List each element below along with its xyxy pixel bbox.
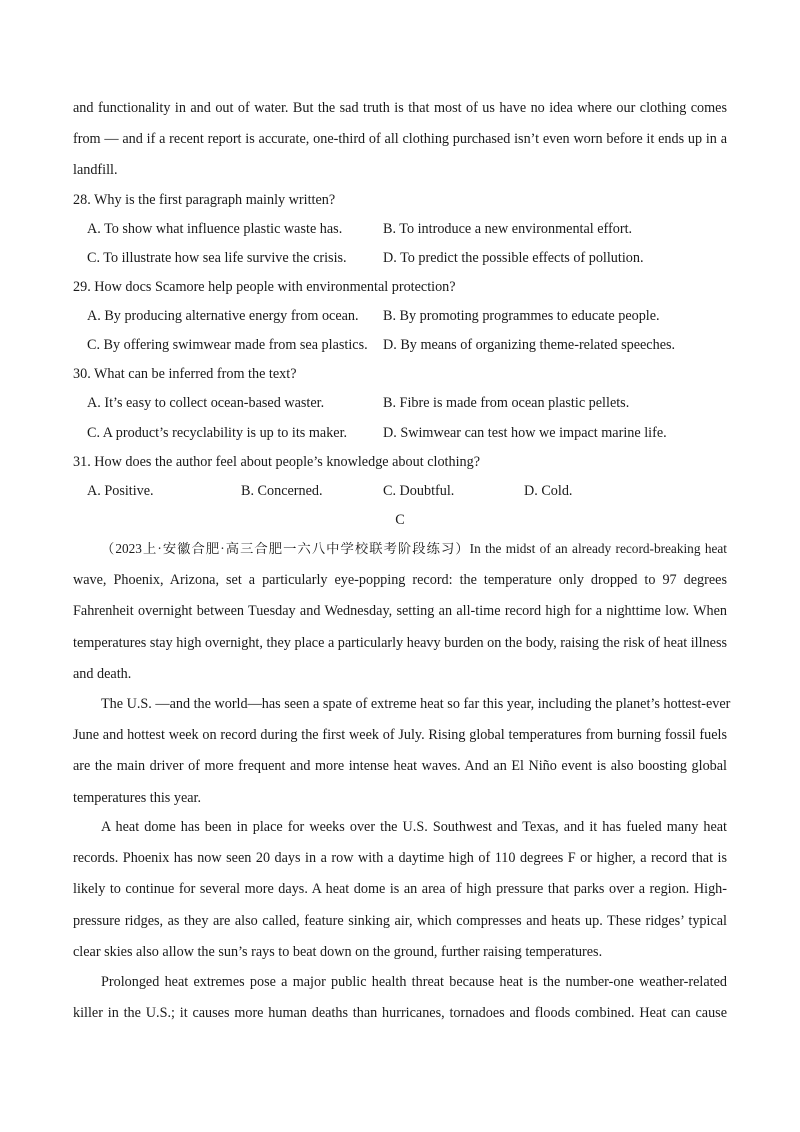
- paragraph-line: temperatures stay high overnight, they place a particularly heavy burden on the body, raising the risk of heat illness: [73, 635, 727, 651]
- paragraph-line: records. Phoenix has now seen 20 days in a row with a daytime high of 110 degrees F or higher, a record that is: [73, 850, 727, 866]
- option-b: B. Fibre is made from ocean plastic pellets.: [383, 395, 630, 411]
- question-stem: 29. How docs Scamore help people with environmental protection?: [73, 279, 456, 295]
- paragraph-line: likely to continue for several more days. A heat dome is an area of high pressure that parks over a region. High-: [73, 881, 727, 897]
- paragraph-line: and functionality in and out of water. But the sad truth is that most of us have no idea where our clothing comes: [73, 100, 727, 116]
- paragraph-line: （2023上·安徽合肥·高三合肥一六八中学校联考阶段练习）In the midst of an already record-breaking heat: [101, 541, 727, 556]
- option-c: C. To illustrate how sea life survive the crisis.: [87, 250, 347, 266]
- paragraph-line: killer in the U.S.; it causes more human deaths than hurricanes, tornadoes and floods combined. Heat can cause: [73, 1005, 727, 1021]
- paragraph-line: clear skies also allow the sun’s rays to beat down on the ground, further raising temperatures.: [73, 944, 603, 960]
- option-a: A. Positive.: [87, 483, 154, 499]
- paragraph-line: wave, Phoenix, Arizona, set a particularly eye-popping record: the temperature only dropped to 97 degrees: [73, 572, 727, 588]
- option-c: C. By offering swimwear made from sea plastics.: [87, 337, 368, 353]
- option-b: B. Concerned.: [241, 483, 323, 499]
- option-a: A. It’s easy to collect ocean-based waster.: [87, 395, 325, 411]
- paragraph-line: The U.S. —and the world—has seen a spate of extreme heat so far this year, including the planet’s hottest-ever: [101, 696, 731, 712]
- option-d: D. To predict the possible effects of pollution.: [383, 250, 644, 266]
- paragraph-line: Fahrenheit overnight between Tuesday and Wednesday, setting an all-time record high for a nighttime low. When: [73, 603, 727, 619]
- paragraph-line: A heat dome has been in place for weeks over the U.S. Southwest and Texas, and it has fueled many heat: [101, 819, 727, 835]
- option-b: B. By promoting programmes to educate people.: [383, 308, 660, 324]
- paragraph-line: pressure ridges, as they are also called, feature sinking air, which compresses and heats up. These ridges’ typical: [73, 913, 727, 929]
- option-a: A. By producing alternative energy from ocean.: [87, 308, 359, 324]
- option-b: B. To introduce a new environmental effort.: [383, 221, 633, 237]
- question-stem: 30. What can be inferred from the text?: [73, 366, 297, 382]
- question-stem: 28. Why is the first paragraph mainly written?: [73, 192, 336, 208]
- option-d: D. Swimwear can test how we impact marine life.: [383, 425, 667, 441]
- option-a: A. To show what influence plastic waste has.: [87, 221, 343, 237]
- paragraph-line: are the main driver of more frequent and more intense heat waves. And an El Niño event is also boosting global: [73, 758, 727, 774]
- section-heading: C: [395, 512, 405, 528]
- paragraph-line: temperatures this year.: [73, 790, 202, 806]
- paragraph-line: landfill.: [73, 162, 118, 178]
- paragraph-line: from — and if a recent report is accurate, one-third of all clothing purchased isn’t even worn before it ends up in a: [73, 131, 727, 147]
- option-c: C. Doubtful.: [383, 483, 455, 499]
- option-c: C. A product’s recyclability is up to its maker.: [87, 425, 348, 441]
- question-stem: 31. How does the author feel about people’s knowledge about clothing?: [73, 454, 480, 470]
- paragraph-line: and death.: [73, 666, 132, 682]
- option-d: D. By means of organizing theme-related speeches.: [383, 337, 676, 353]
- paragraph-line: Prolonged heat extremes pose a major public health threat because heat is the number-one weather-related: [101, 974, 727, 990]
- paragraph-line: June and hottest week on record during the first week of July. Rising global temperatures from burning fossil fuels: [73, 727, 727, 743]
- option-d: D. Cold.: [524, 483, 573, 499]
